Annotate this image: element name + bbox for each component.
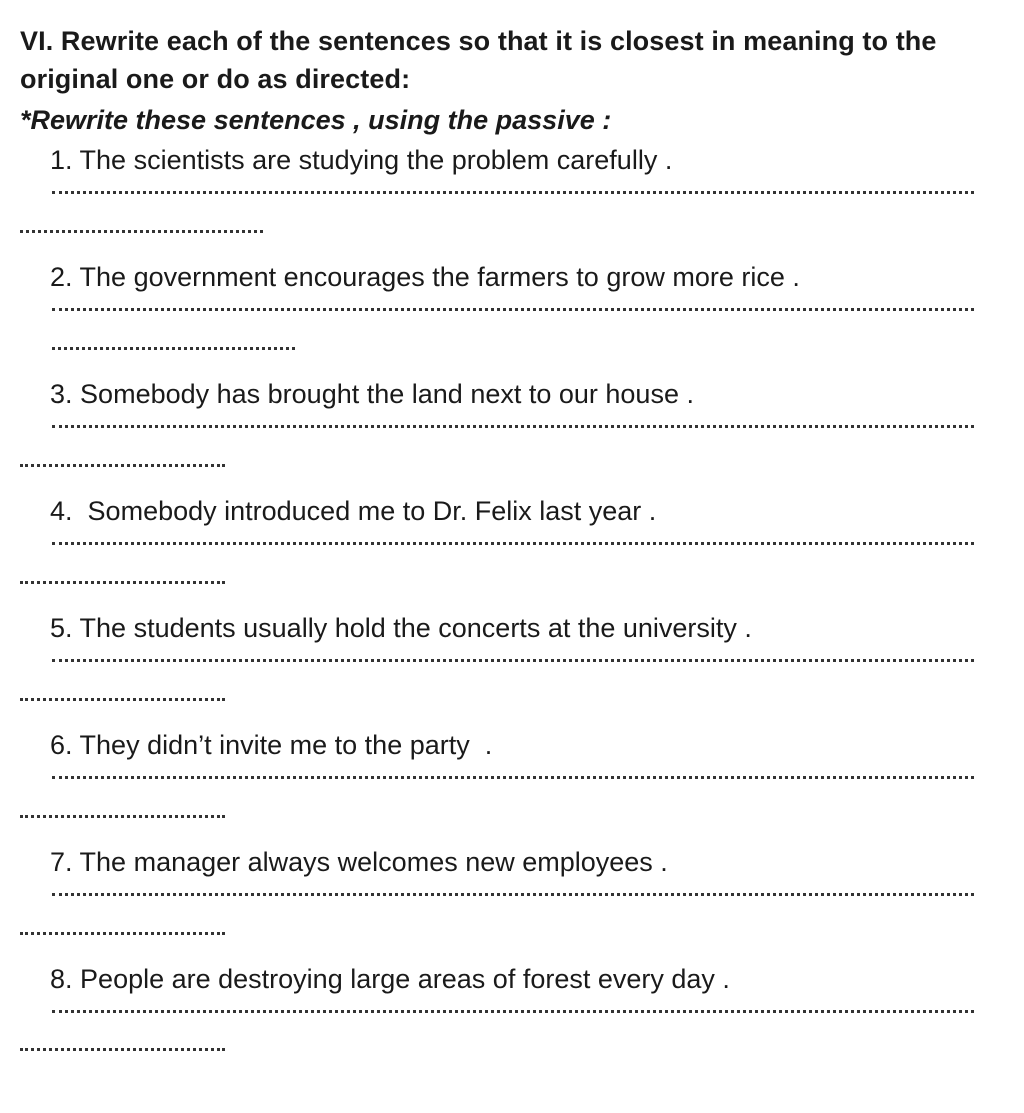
item-text: The government encourages the farmers to grow more rice . xyxy=(79,262,800,292)
item-sentence xyxy=(50,377,694,411)
item-number: 3. xyxy=(50,379,73,409)
answer-line[interactable] xyxy=(52,308,974,311)
item-number: 4. xyxy=(50,496,73,526)
exercise-item-3 xyxy=(0,377,1024,494)
answer-line[interactable] xyxy=(52,659,974,662)
item-sentence xyxy=(50,260,800,294)
answer-line-continuation[interactable] xyxy=(20,932,225,935)
answer-line[interactable] xyxy=(52,191,974,194)
answer-line-continuation[interactable] xyxy=(20,698,225,701)
item-number: 5. xyxy=(50,613,73,643)
exercise-instruction: *Rewrite these sentences , using the passive : xyxy=(20,105,612,135)
answer-line-continuation[interactable] xyxy=(52,347,295,350)
exercise-item-7 xyxy=(0,845,1024,962)
answer-line[interactable] xyxy=(52,776,974,779)
answer-line-continuation[interactable] xyxy=(20,230,263,233)
item-text: Somebody has brought the land next to our house . xyxy=(80,379,694,409)
exercise-heading: VI. Rewrite each of the sentences so that it is closest in meaning to the original one or do as directed: xyxy=(20,26,937,94)
answer-line-continuation[interactable] xyxy=(20,464,225,467)
item-sentence xyxy=(50,845,668,879)
answer-line[interactable] xyxy=(52,1010,974,1013)
answer-line-continuation[interactable] xyxy=(20,815,225,818)
answer-line[interactable] xyxy=(52,542,974,545)
item-number: 6. xyxy=(50,730,73,760)
answer-line[interactable] xyxy=(52,893,974,896)
item-number: 1. xyxy=(50,145,73,175)
item-text: The manager always welcomes new employees . xyxy=(79,847,668,877)
answer-line-continuation[interactable] xyxy=(20,581,225,584)
item-sentence xyxy=(50,143,672,177)
exercise-item-2 xyxy=(0,260,1024,377)
item-sentence xyxy=(50,611,752,645)
answer-line[interactable] xyxy=(52,425,974,428)
item-number: 7. xyxy=(50,847,73,877)
item-sentence xyxy=(50,962,730,996)
exercise-item-5 xyxy=(0,611,1024,728)
exercise-item-8 xyxy=(0,962,1024,1079)
item-text: People are destroying large areas of forest every day . xyxy=(80,964,730,994)
exercise-item-1 xyxy=(0,143,1024,260)
item-number: 2. xyxy=(50,262,73,292)
item-text: They didn’t invite me to the party . xyxy=(79,730,493,760)
item-text: Somebody introduced me to Dr. Felix last year . xyxy=(80,496,657,526)
exercise-item-4 xyxy=(0,494,1024,611)
item-sentence xyxy=(50,494,656,528)
answer-line-continuation[interactable] xyxy=(20,1048,225,1051)
item-sentence xyxy=(50,728,492,762)
item-text: The students usually hold the concerts at the university . xyxy=(79,613,752,643)
item-number: 8. xyxy=(50,964,73,994)
exercise-item-6 xyxy=(0,728,1024,845)
item-text: The scientists are studying the problem carefully . xyxy=(79,145,673,175)
